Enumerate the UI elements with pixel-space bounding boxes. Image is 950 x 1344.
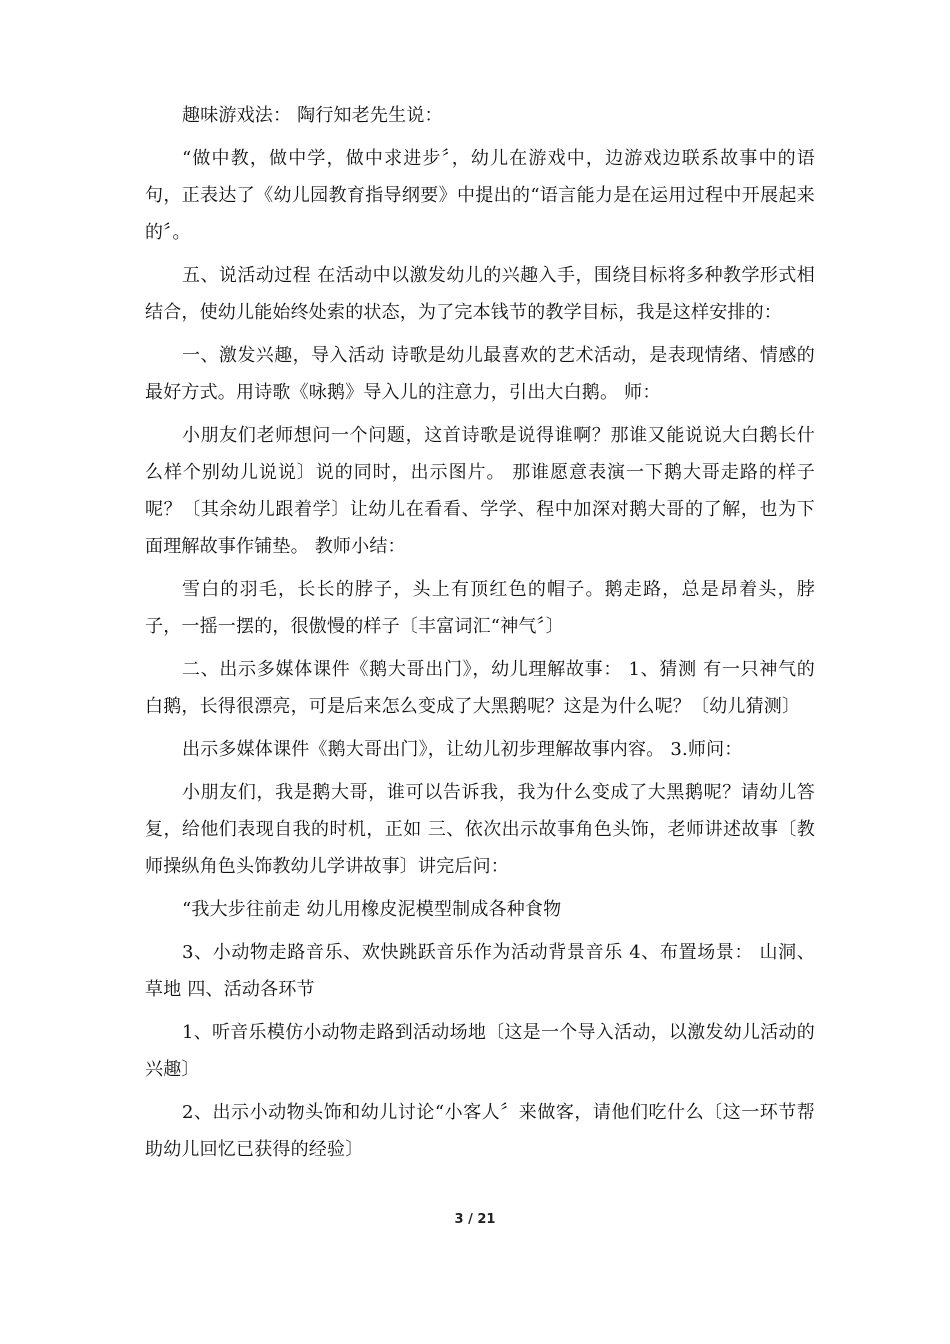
paragraph-1: 趣味游戏法： 陶行知老先生说：	[182, 105, 443, 126]
page-number: 3 / 21	[454, 1212, 496, 1227]
document-body	[145, 97, 815, 1174]
paragraph-3: 五、说活动过程 在活动中以激发幼儿的兴趣入手，围绕目标将多种教学形式相结合，使幼儿能始终处索的状态，为了完本钱节的教学目标，我是这样安排的：	[145, 265, 815, 323]
paragraph-4: 一、激发兴趣，导入活动 诗歌是幼儿最喜欢的艺术活动，是表现情绪、情感的最好方式。用诗歌《咏鹅》导入儿的注意力，引出大白鹅。 师：	[145, 345, 815, 403]
paragraph-12: 1、听音乐模仿小动物走路到活动场地〔这是一个导入活动，以激发幼儿活动的兴趣〕	[145, 1022, 815, 1080]
paragraph-10: “我大步往前走 幼儿用橡皮泥模型制成各种食物	[182, 899, 562, 920]
paragraph-11: 3、小动物走路音乐、欢快跳跃音乐作为活动背景音乐 4、布置场景： 山洞、草地 四、活动各环节	[145, 942, 815, 1000]
paragraph-13: 2、出示小动物头饰和幼儿讨论“小客人〞来做客，请他们吃什么〔这一环节帮助幼儿回忆已获得的经验〕	[145, 1102, 815, 1160]
paragraph-9: 小朋友们，我是鹅大哥，谁可以告诉我，我为什么变成了大黑鹅呢？请幼儿答复，给他们表现自我的时机，正如 三、依次出示故事角色头饰，老师讲述故事〔教师操纵角色头饰教幼儿学讲故事〕讲完后问：	[145, 782, 815, 877]
paragraph-8: 出示多媒体课件《鹅大哥出门》，让幼儿初步理解故事内容。 3.师问：	[182, 739, 743, 760]
paragraph-6: 雪白的羽毛，长长的脖子，头上有顶红色的帽子。鹅走路，总是昂着头，脖子，一摇一摆的，很傲慢的样子〔丰富词汇“神气〞〕	[145, 579, 815, 637]
paragraph-2: “做中教，做中学，做中求进步〞，幼儿在游戏中，边游戏边联系故事中的语句，正表达了《幼儿园教育指导纲要》中提出的“语言能力是在运用过程中开展起来的〞。	[145, 148, 815, 243]
paragraph-7: 二、出示多媒体课件《鹅大哥出门》，幼儿理解故事： 1、猜测 有一只神气的白鹅，长得很漂亮，可是后来怎么变成了大黑鹅呢？这是为什么呢？〔幼儿猜测〕	[145, 659, 815, 717]
paragraph-5: 小朋友们老师想问一个问题，这首诗歌是说得谁啊？那谁又能说说大白鹅长什么样个别幼儿说说〕说的同时，出示图片。 那谁愿意表演一下鹅大哥走路的样子呢？〔其余幼儿跟着学〕让幼儿在看看、学学、程中加深对鹅大哥的了解，也为下面理解故事作铺垫。 教师小结：	[145, 425, 815, 557]
